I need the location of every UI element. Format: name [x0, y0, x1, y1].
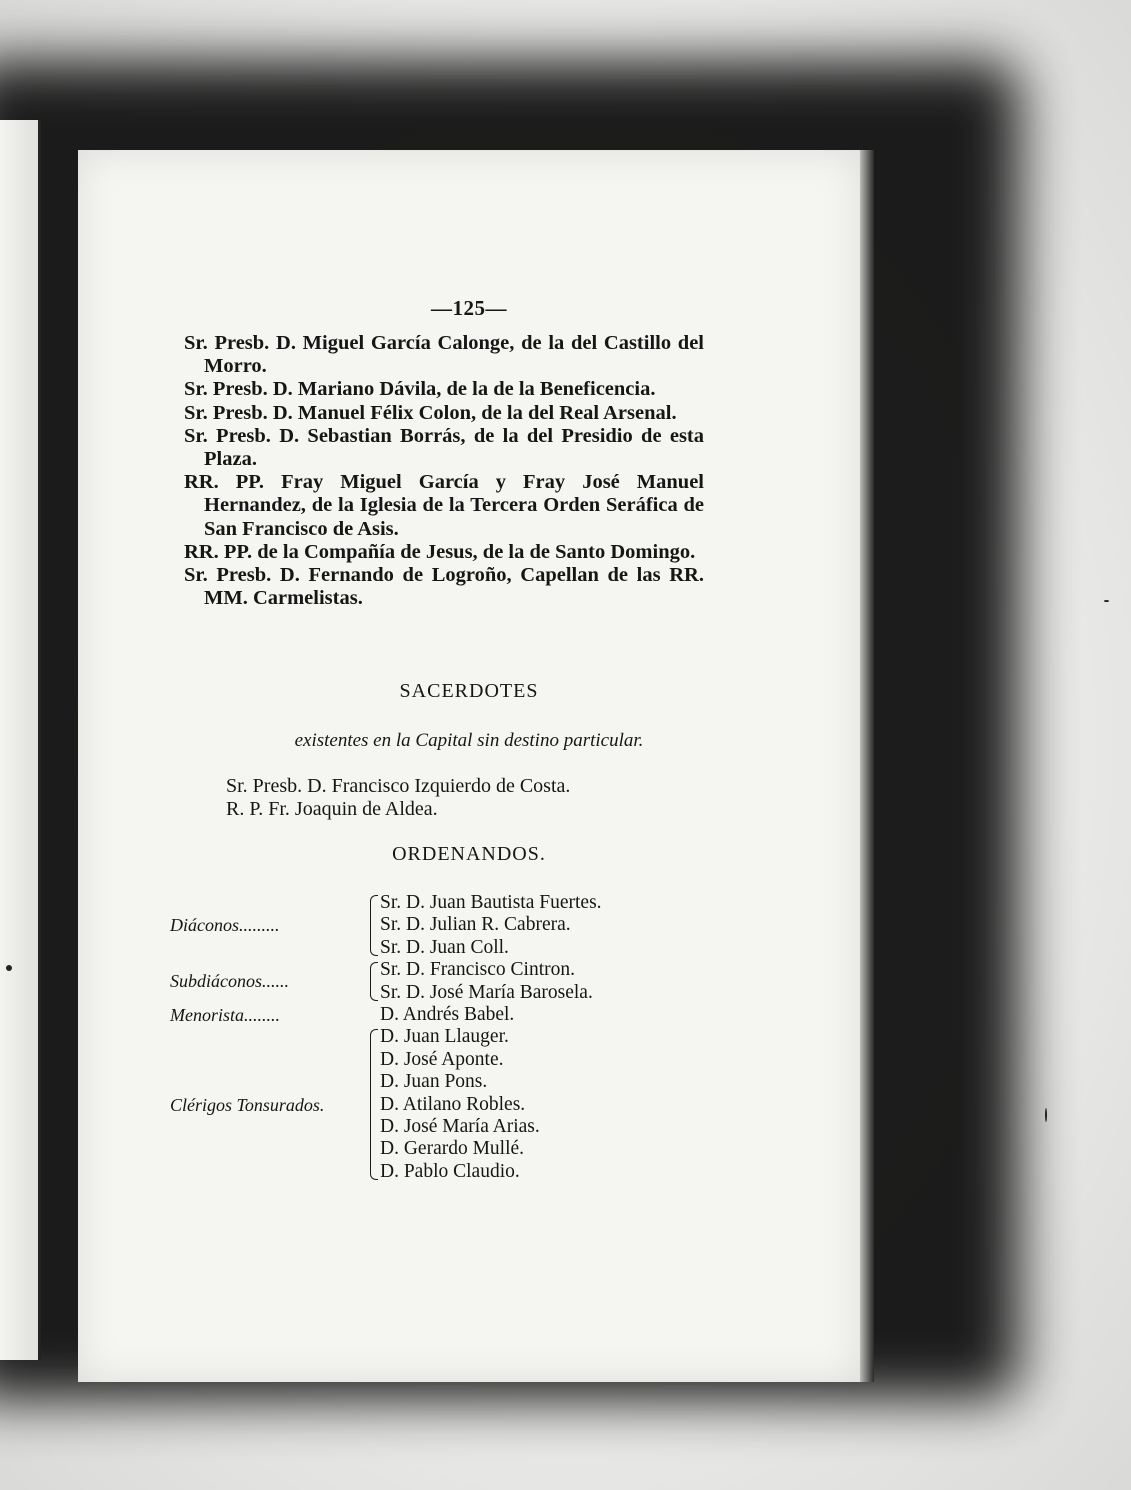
- list-item: Sr. D. Francisco Cintron.: [380, 959, 575, 981]
- book-page: [78, 150, 860, 1382]
- sacerdotes-list: [226, 775, 570, 821]
- brace: [366, 1004, 380, 1026]
- entry: Sr. Presb. D. Manuel Félix Colon, de la del Real Arsenal.: [184, 401, 677, 424]
- entry: Sr. Presb. D. Fernando de Logroño, Capellan de las RR. MM. Carmelistas.: [184, 564, 704, 610]
- brace: [366, 892, 380, 959]
- sacerdotes-heading: SACERDOTES: [399, 680, 539, 702]
- ordenandos-group-subdiaconos: [170, 959, 730, 1004]
- group-label: Menorista........: [170, 1005, 280, 1026]
- list-item: D. Andrés Babel.: [380, 1004, 515, 1026]
- brace: [366, 959, 380, 1004]
- ordenandos-group-tonsurados: [170, 1026, 730, 1183]
- ordenandos-heading: ORDENANDOS.: [392, 843, 546, 865]
- entry: Sr. Presb. D. Sebastian Borrás, de la del Presidio de esta Plaza.: [184, 424, 704, 471]
- list-item: R. P. Fr. Joaquin de Aldea.: [226, 798, 438, 820]
- brace: [366, 1026, 380, 1183]
- scan-speck: [6, 965, 12, 971]
- ordenandos-group-menorista: [170, 1004, 730, 1026]
- list-item: Sr. Presb. D. Francisco Izquierdo de Costa.: [226, 775, 571, 797]
- list-item: Sr. D. Juan Bautista Fuertes.: [380, 892, 602, 913]
- list-item: Sr. D. José María Barosela.: [380, 981, 593, 1003]
- scan-speck: [1104, 600, 1109, 602]
- entry: Sr. Presb. D. Mariano Dávila, de la de la Beneficencia.: [184, 378, 656, 401]
- entry: RR. PP. de la Compañía de Jesus, de la de Santo Domingo.: [184, 540, 696, 563]
- left-page-edge: [0, 120, 41, 1360]
- scan-speck: [1045, 1108, 1047, 1122]
- list-item: Sr. D. Juan Coll.: [380, 936, 509, 958]
- book-fore-edge: [858, 150, 874, 1382]
- chaplain-entries: [184, 332, 704, 610]
- ordenandos-table: [170, 892, 730, 1183]
- group-label: Diáconos.........: [170, 915, 280, 936]
- group-label: Subdiáconos......: [170, 971, 289, 992]
- entry: RR. PP. Fray Miguel García y Fray José Manuel Hernandez, de la Iglesia de la Tercera Orden Seráfica de San Francisco de Asis.: [184, 471, 704, 540]
- list-item: D. Juan Llauger.: [380, 1026, 509, 1048]
- page-number: —125—: [431, 296, 507, 320]
- list-item: D. Atilano Robles.: [380, 1093, 526, 1115]
- list-item: D. Gerardo Mullé.: [380, 1138, 525, 1160]
- group-label: Clérigos Tonsurados.: [170, 1094, 325, 1115]
- list-item: D. Juan Pons.: [380, 1071, 488, 1093]
- sacerdotes-subtitle: existentes en la Capital sin destino particular.: [294, 730, 644, 751]
- list-item: Sr. D. Julian R. Cabrera.: [380, 914, 571, 936]
- list-item: D. José Aponte.: [380, 1048, 504, 1070]
- list-item: D. José María Arias.: [380, 1116, 540, 1138]
- list-item: D. Pablo Claudio.: [380, 1160, 520, 1182]
- ordenandos-group-diaconos: [170, 892, 730, 959]
- entry: Sr. Presb. D. Miguel García Calonge, de la del Castillo del Morro.: [184, 332, 704, 378]
